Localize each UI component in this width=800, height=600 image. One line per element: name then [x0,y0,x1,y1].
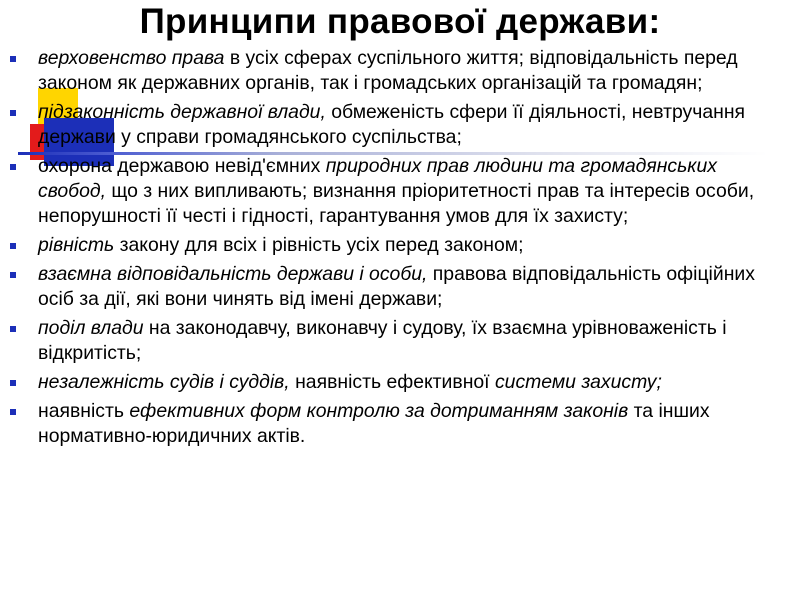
square-bullet-icon [10,380,16,386]
square-bullet-icon [10,272,16,278]
item-text: обмеженість сфери її діяльності, невтручання держави у справи громадянського суспільства; [38,101,746,148]
item-text: та інших нормативно-юридичних актів. [38,400,710,447]
item-text: закону для всіх і рівність усіх перед законом; [114,234,524,256]
list-item [0,233,790,258]
emphasized-text: поділ влади [38,317,144,339]
square-bullet-icon [10,243,16,249]
emphasized-text: системи захисту; [494,371,662,393]
list-item [0,100,790,150]
item-text: наявність [38,400,130,422]
item-text: на законодавчу, виконавчу і судову, їх взаємна урівноваженість і відкритість; [38,317,727,364]
emphasized-text: рівність [38,234,115,256]
item-text: охорона державою невід'ємних [38,155,326,177]
emphasized-text: природних прав людини та громадянських свобод, [38,155,717,202]
emphasized-text: взаємна відповідальність держави і особи, [38,263,428,285]
list-item [0,154,790,229]
square-bullet-icon [10,409,16,415]
list-item [0,370,790,395]
list-item [0,262,790,312]
emphasized-text: ефективних форм контролю за дотриманням законів [129,400,629,422]
square-bullet-icon [10,56,16,62]
slide-title: Принципи правової держави: [139,2,661,41]
list-item [0,399,790,449]
item-text: в усіх сферах суспільного життя; відповідальність перед законом як державних органів, так і громадських організацій та громадян; [38,47,738,94]
list-item [0,46,790,96]
emphasized-text: підзаконність державної влади, [38,101,326,123]
square-bullet-icon [10,326,16,332]
item-text: правова відповідальність офіційних осіб за дії, які вони чинять від імені держави; [38,263,755,310]
item-text: що з них випливають; визнання пріоритетності прав та інтересів особи, непорушності її честі і гідності, гарантування умов для їх захисту; [38,180,755,227]
square-bullet-icon [10,110,16,116]
emphasized-text: верховенство права [38,47,225,69]
item-text: наявність ефективної [289,371,495,393]
list-item [0,316,790,366]
principles-list [0,46,790,453]
square-bullet-icon [10,164,16,170]
emphasized-text: незалежність судів і суддів, [38,371,290,393]
